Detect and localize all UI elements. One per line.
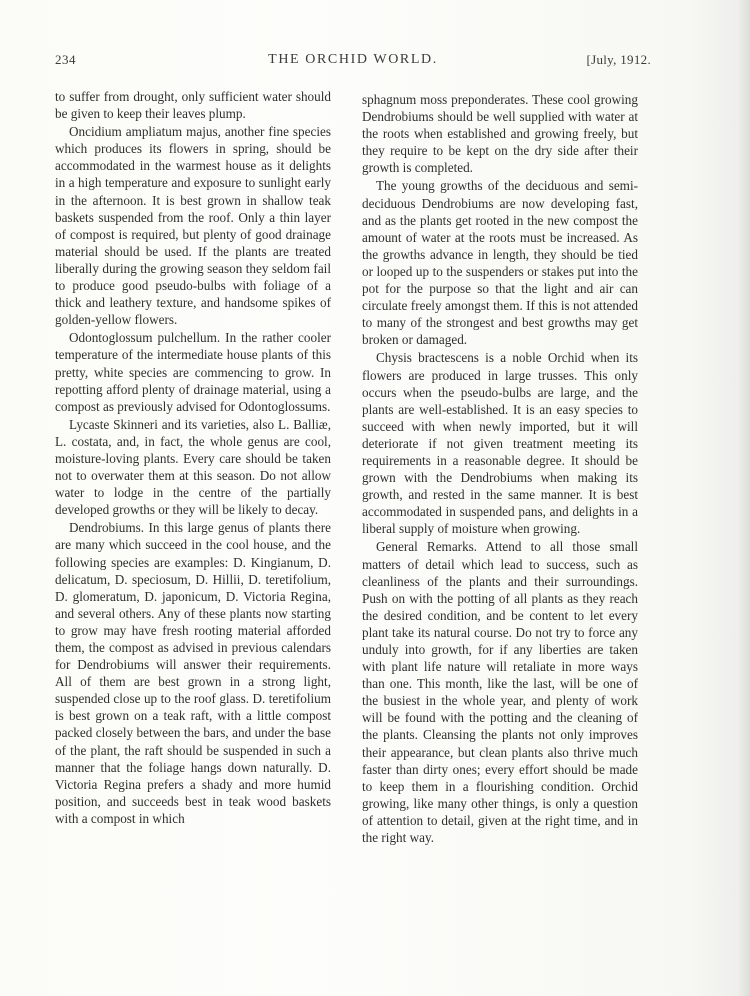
paragraph-oncidium-ampliatum: Oncidium ampliatum majus, another fine species which produces its flowers in spring, should be accommodated in the warmest house as it delights in a high temperature and exposure to sunlight early in the afternoon. It is best grown in shallow teak baskets suspended from the roof. Only a thin layer of compost is required, but plenty of good drainage material should be used. If the plants are treated liberally during the growing season they seldom fail to produce good pseudo-bulbs with foliage of a thick and leathery texture, and handsome spikes of golden-yellow flowers. xyxy=(55,124,331,328)
paragraph-odontoglossum-pulchellum: Odontoglossum pulchellum. In the rather cooler temperature of the intermediate house plants of this pretty, white species are commencing to grow. In repotting afford plenty of drainage material, using a compost as previously advised for Odontoglossums. xyxy=(55,330,331,414)
paragraph-continued-drought: to suffer from drought, only sufficient water should be given to keep their leaves plump. xyxy=(55,89,331,122)
paragraph-dendrobiums: Dendrobiums. In this large genus of plants there are many which succeed in the cool house, and the following species are examples: D. Kingianum, D. delicatum, D. speciosum, D. Hillii, D. teretifolium, D. glomeratum, D. japonicum, D. Victoria Regina, and several others. Any of these plants now starting to grow may have fresh rooting material afforded them, the compost as advised in previous calendars for Dendrobiums will answer their requirements. All of them are best grown in a strong light, suspended close up to the roof glass. D. teretifolium is best grown on a teak raft, with a little compost packed closely between the bars, and under the base of the plant, the raft should be suspended in such a manner that the foliage hangs down naturally. D. Victoria Regina prefers a shady and more humid position, and succeeds best in teak wood baskets with a compost in which xyxy=(55,520,331,826)
paragraph-continued-sphagnum: sphagnum moss preponderates. These cool growing Dendrobiums should be well supplied with water at the roots when established and growing freely, but they require to be kept on the dry side after their growth is completed. xyxy=(362,92,638,176)
left-column xyxy=(55,88,331,827)
right-column xyxy=(362,91,638,846)
page-edge-shadow xyxy=(736,0,750,996)
page-number: 234 xyxy=(55,52,76,67)
issue-date: [July, 1912. xyxy=(586,52,651,67)
running-header xyxy=(55,52,651,70)
paragraph-lycaste-skinneri: Lycaste Skinneri and its varieties, also L. Balliæ, L. costata, and, in fact, the whole genus are cool, moisture-loving plants. Every care should be taken not to overwater them at this season. Do not allow water to lodge in the centre of the partially developed growths or they will be likely to decay. xyxy=(55,416,331,518)
paragraph-deciduous-dendrobiums: The young growths of the deciduous and semi-deciduous Dendrobiums are now developing fast, and as the plants get rooted in the new compost the amount of water at the roots must be increased. As the growths advance in length, they should be tied or looped up to the suspenders or stakes put into the pot for the purpose so that the light and air can circulate freely amongst them. If this is not attended to many of the strongest and best growths may get broken or damaged. xyxy=(362,178,638,348)
paragraph-chysis-bractescens: Chysis bractescens is a noble Orchid when its flowers are produced in large trusses. This only occurs when the pseudo-bulbs are large, and the plants are well-established. It is an easy species to succeed with when newly imported, but it will deteriorate if not given treatment meeting its requirements in a reasonable degree. It should be grown with the Dendrobiums when making its growth, and rested in the same manner. It is best accommodated in suspended pans, and delights in a liberal supply of moisture when growing. xyxy=(362,350,638,537)
paragraph-general-remarks: General Remarks. Attend to all those small matters of detail which lead to success, such as cleanliness of the plants and their surroundings. Push on with the potting of all plants as they reach the desired condition, and be content to let every plant take its natural course. Do not try to force any unduly into growth, for if any liberties are taken with plant life nature will retaliate in more ways than one. This month, like the last, will be one of the busiest in the whole year, and plenty of work will be found with the potting and the cleaning of the plants. Cleansing the plants not only improves their appearance, but clean plants also thrive much faster than dirty ones; every effort should be made to keep them in a flourishing condition. Orchid growing, like many other things, is only a question of attention to detail, given at the right time, and in the right way. xyxy=(362,539,638,846)
journal-title: THE ORCHID WORLD. xyxy=(268,52,438,67)
